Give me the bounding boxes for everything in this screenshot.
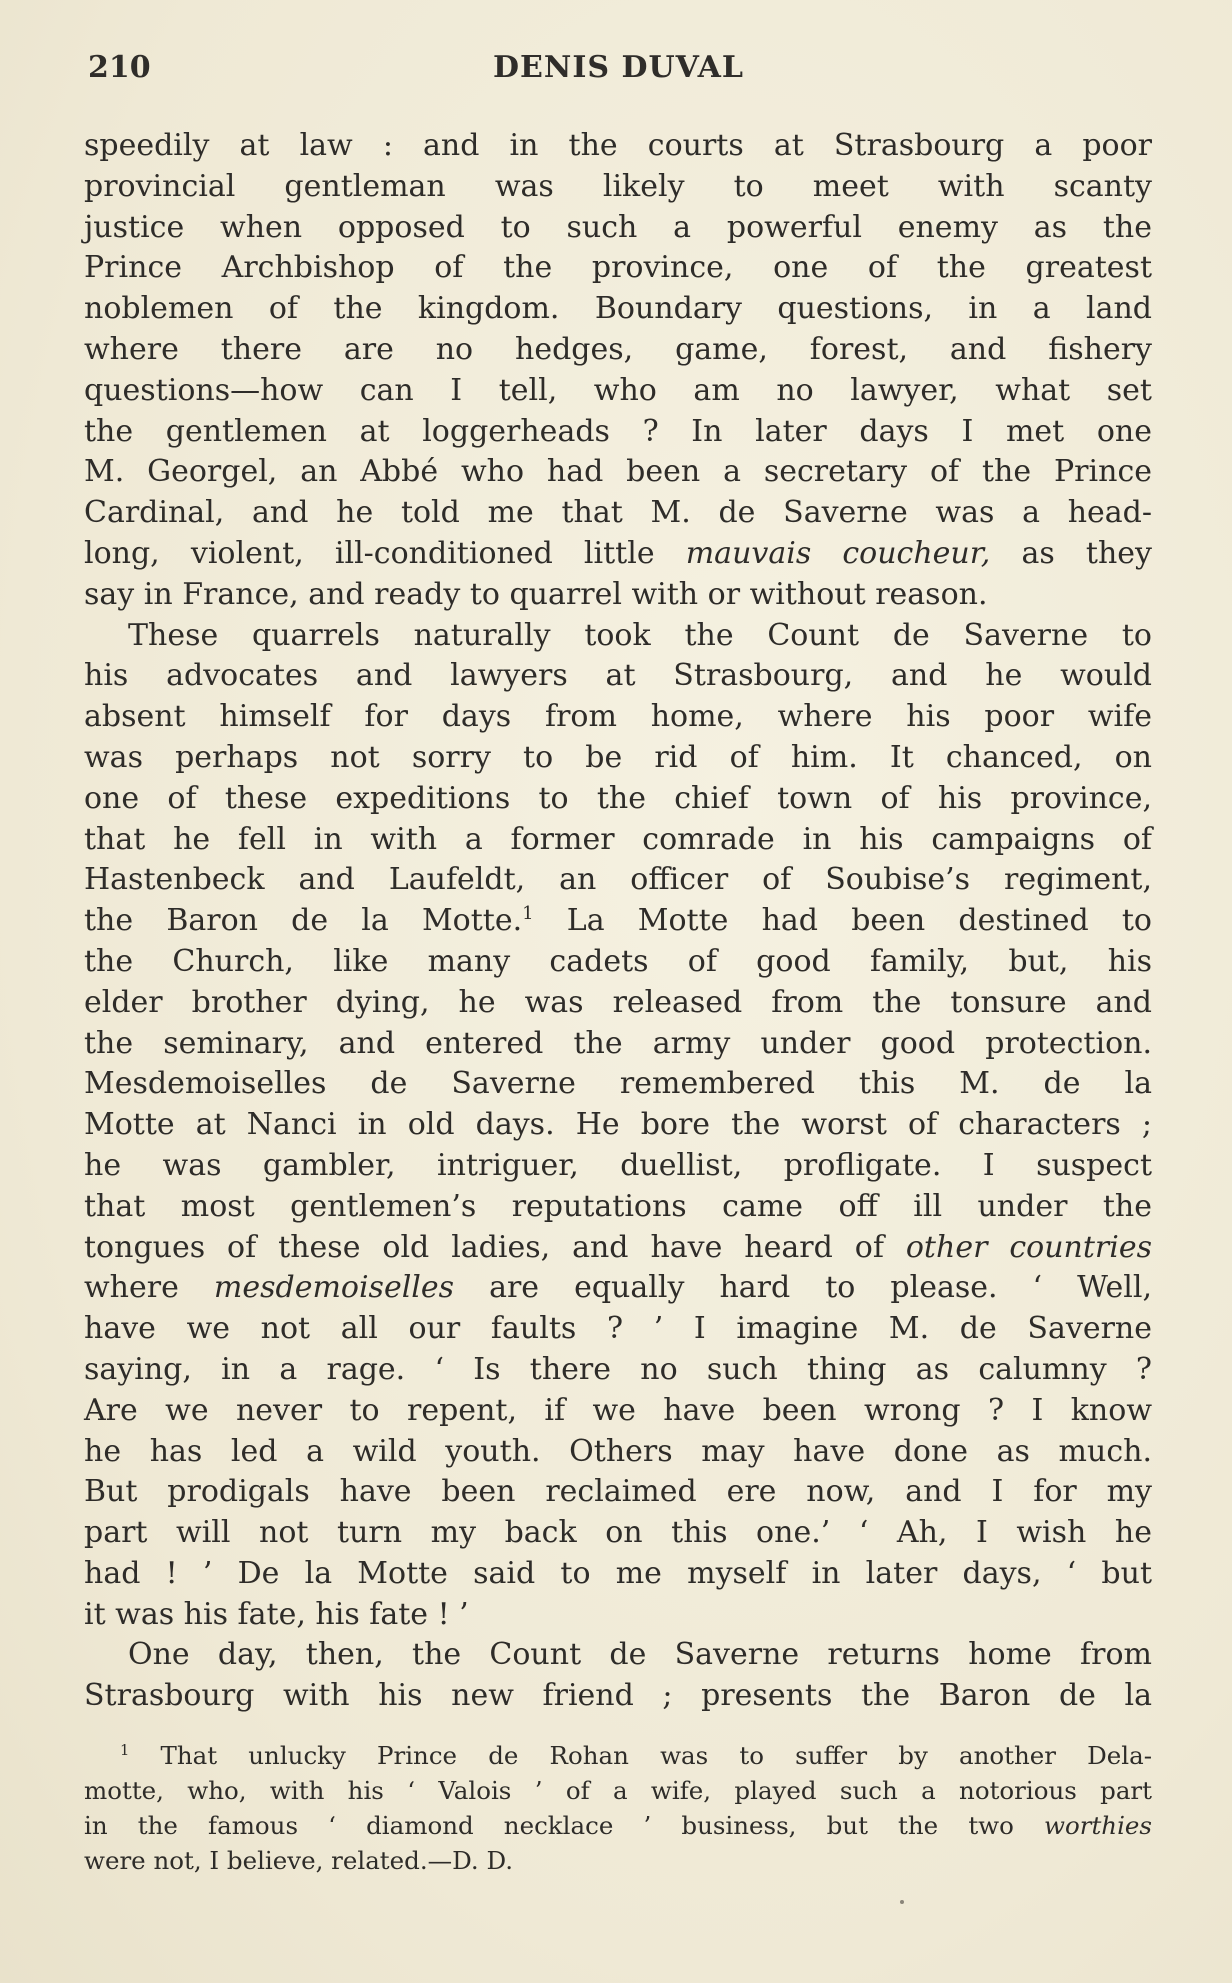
text-line: part will not turn my back on this one.’ ‘ Ah, I wish he <box>84 1515 1152 1551</box>
footnote-line: were not, I believe, related.—D. D. <box>84 1846 514 1875</box>
text-line: one of these expeditions to the chief town of his province, <box>84 780 1152 816</box>
text-line: Motte at Nanci in old days. He bore the worst of characters ; <box>84 1107 1152 1143</box>
text-line <box>84 534 1152 575</box>
text-line: Mesdemoiselles de Saverne remembered this M. de la <box>84 1066 1152 1102</box>
paper-speck <box>900 1900 904 1904</box>
paragraph-end-line: say in France, and ready to quarrel with or without reason. <box>84 576 988 612</box>
text-line: have we not all our faults ? ’ I imagine M. de Saverne <box>84 1311 1152 1347</box>
text-line: Cardinal, and he told me that M. de Saverne was a head- <box>84 495 1152 531</box>
text-line: the gentlemen at loggerheads ? In later days I met one <box>84 413 1152 449</box>
text-line: noblemen of the kingdom. Boundary questions, in a land <box>84 291 1152 327</box>
text-line: his advocates and lawyers at Strasbourg, and he would <box>84 658 1152 694</box>
footnote-marker: 1 <box>120 1741 130 1759</box>
text-segment: where <box>84 1270 214 1306</box>
text-segment: La Motte had been destined to <box>533 903 1152 939</box>
footnote-text: That unlucky Prince de Rohan was to suffer by another Dela- <box>160 1741 1152 1770</box>
footnote-line <box>84 1738 1152 1773</box>
italic-phrase: mesdemoiselles <box>213 1270 455 1306</box>
text-line: justice when opposed to such a powerful enemy as the <box>84 209 1152 245</box>
italic-phrase: worthies <box>1044 1811 1152 1840</box>
text-line: M. Georgel, an Abbé who had been a secretary of the Prince <box>84 454 1152 490</box>
text-line <box>84 901 1152 942</box>
text-line: the Church, like many cadets of good family, but, his <box>84 943 1152 979</box>
text-line: speedily at law : and in the courts at Strasbourg a poor <box>84 128 1152 163</box>
footnote <box>84 1738 1152 1878</box>
text-line: Hastenbeck and Laufeldt, an officer of Soubise’s regiment, <box>84 862 1152 898</box>
text-segment: long, violent, ill-conditioned little <box>84 535 686 571</box>
italic-phrase: other countries <box>905 1229 1152 1265</box>
text-segment: as they <box>990 535 1152 571</box>
text-line: where there are no hedges, game, forest, and fishery <box>84 331 1152 367</box>
book-title: DENIS DUVAL <box>493 50 744 85</box>
text-line: that most gentlemen’s reputations came off ill under the <box>84 1188 1152 1224</box>
footnote-line: in the famous ‘ diamond necklace ’ business, but the two worthies <box>84 1811 1152 1840</box>
text-line: elder brother dying, he was released from the tonsure and <box>84 984 1152 1020</box>
text-line: the seminary, and entered the army under good protection. <box>84 1025 1152 1061</box>
body-text <box>84 126 1152 1717</box>
paragraph-start-line: One day, then, the Count de Saverne returns home from <box>128 1637 1152 1673</box>
text-line: was perhaps not sorry to be rid of him. It chanced, on <box>84 739 1152 775</box>
paragraph-end-line: it was his fate, his fate ! ’ <box>84 1596 469 1632</box>
footnote-line: motte, who, with his ‘ Valois ’ of a wife, played such a notorious part <box>84 1776 1152 1805</box>
text-line: Prince Archbishop of the province, one of the greatest <box>84 250 1152 286</box>
italic-phrase: mauvais coucheur, <box>685 535 991 571</box>
text-line: absent himself for days from home, where his poor wife <box>84 699 1152 735</box>
text-line <box>84 1268 1152 1309</box>
text-line: had ! ’ De la Motte said to me myself in later days, ‘ but <box>84 1555 1152 1591</box>
text-segment: are equally hard to please. ‘ Well, <box>454 1270 1152 1306</box>
text-line: saying, in a rage. ‘ Is there no such thing as calumny ? <box>84 1351 1152 1387</box>
text-line: that he fell in with a former comrade in his campaigns of <box>84 821 1152 857</box>
text-line: Are we never to repent, if we have been wrong ? I know <box>84 1392 1152 1428</box>
text-line: Strasbourg with his new friend ; presents the Baron de la <box>84 1678 1152 1714</box>
text-line: But prodigals have been reclaimed ere now, and I for my <box>84 1474 1152 1510</box>
text-line: provincial gentleman was likely to meet with scanty <box>84 168 1152 204</box>
paragraph-start-line: These quarrels naturally took the Count de Saverne to <box>128 617 1152 653</box>
footnote-reference: 1 <box>522 903 534 925</box>
running-head <box>88 50 1149 98</box>
text-line: he has led a wild youth. Others may have done as much. <box>84 1433 1152 1469</box>
text-line: questions—how can I tell, who am no lawyer, what set <box>84 372 1152 408</box>
text-segment: the Baron de la Motte. <box>84 903 523 939</box>
text-line: tongues of these old ladies, and have heard of other countries <box>84 1229 1152 1265</box>
text-line: he was gambler, intriguer, duellist, profligate. I suspect <box>84 1147 1152 1183</box>
page-number: 210 <box>88 50 151 85</box>
